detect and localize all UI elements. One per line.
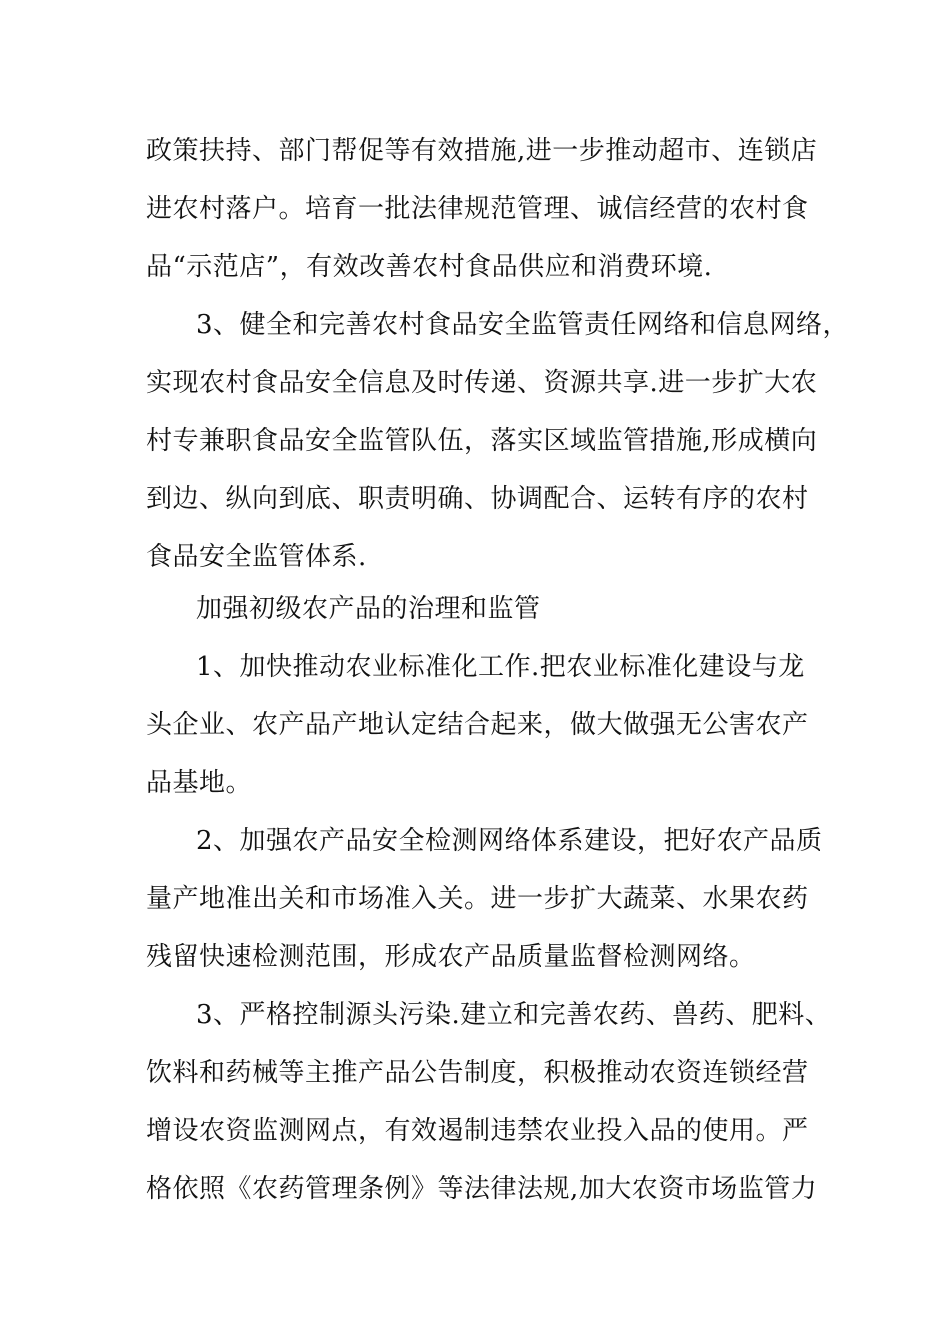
text-line: 饮料和药械等主推产品公告制度，积极推动农资连锁经营 [146, 1058, 809, 1088]
section-heading: 加强初级农产品的治理和监管 [196, 594, 541, 624]
text-line: 进农村落户。培育一批法律规范管理、诚信经营的农村食 [146, 194, 809, 224]
text-line: 头企业、农产品产地认定结合起来，做大做强无公害农产 [146, 710, 809, 740]
text-line: 食品安全监管体系. [146, 542, 367, 572]
paragraph-start-line: 3、健全和完善农村食品安全监管责任网络和信息网络， [196, 310, 850, 340]
paragraph-start-line: 1、加快推动农业标准化工作.把农业标准化建设与龙 [196, 652, 805, 682]
text-line: 实现农村食品安全信息及时传递、资源共享.进一步扩大农 [146, 368, 818, 398]
text-line: 政策扶持、部门帮促等有效措施,进一步推动超市、连锁店 [146, 136, 818, 166]
text-line: 村专兼职食品安全监管队伍，落实区域监管措施,形成横向 [146, 426, 818, 456]
text-line: 品“示范店”，有效改善农村食品供应和消费环境. [146, 252, 713, 282]
text-line: 残留快速检测范围，形成农产品质量监督检测网络。 [146, 942, 756, 972]
paragraph-start-line: 2、加强农产品安全检测网络体系建设，把好农产品质 [196, 826, 823, 856]
text-line: 量产地准出关和市场准入关。进一步扩大蔬菜、水果农药 [146, 884, 809, 914]
text-line: 格依照《农药管理条例》等法律法规,加大农资市场监管力 [146, 1174, 818, 1204]
text-line: 到边、纵向到底、职责明确、协调配合、运转有序的农村 [146, 484, 809, 514]
paragraph-start-line: 3、严格控制源头污染.建立和完善农药、兽药、肥料、 [196, 1000, 832, 1030]
text-line: 品基地。 [146, 768, 253, 798]
text-line: 增设农资监测网点，有效遏制违禁农业投入品的使用。严 [146, 1116, 809, 1146]
